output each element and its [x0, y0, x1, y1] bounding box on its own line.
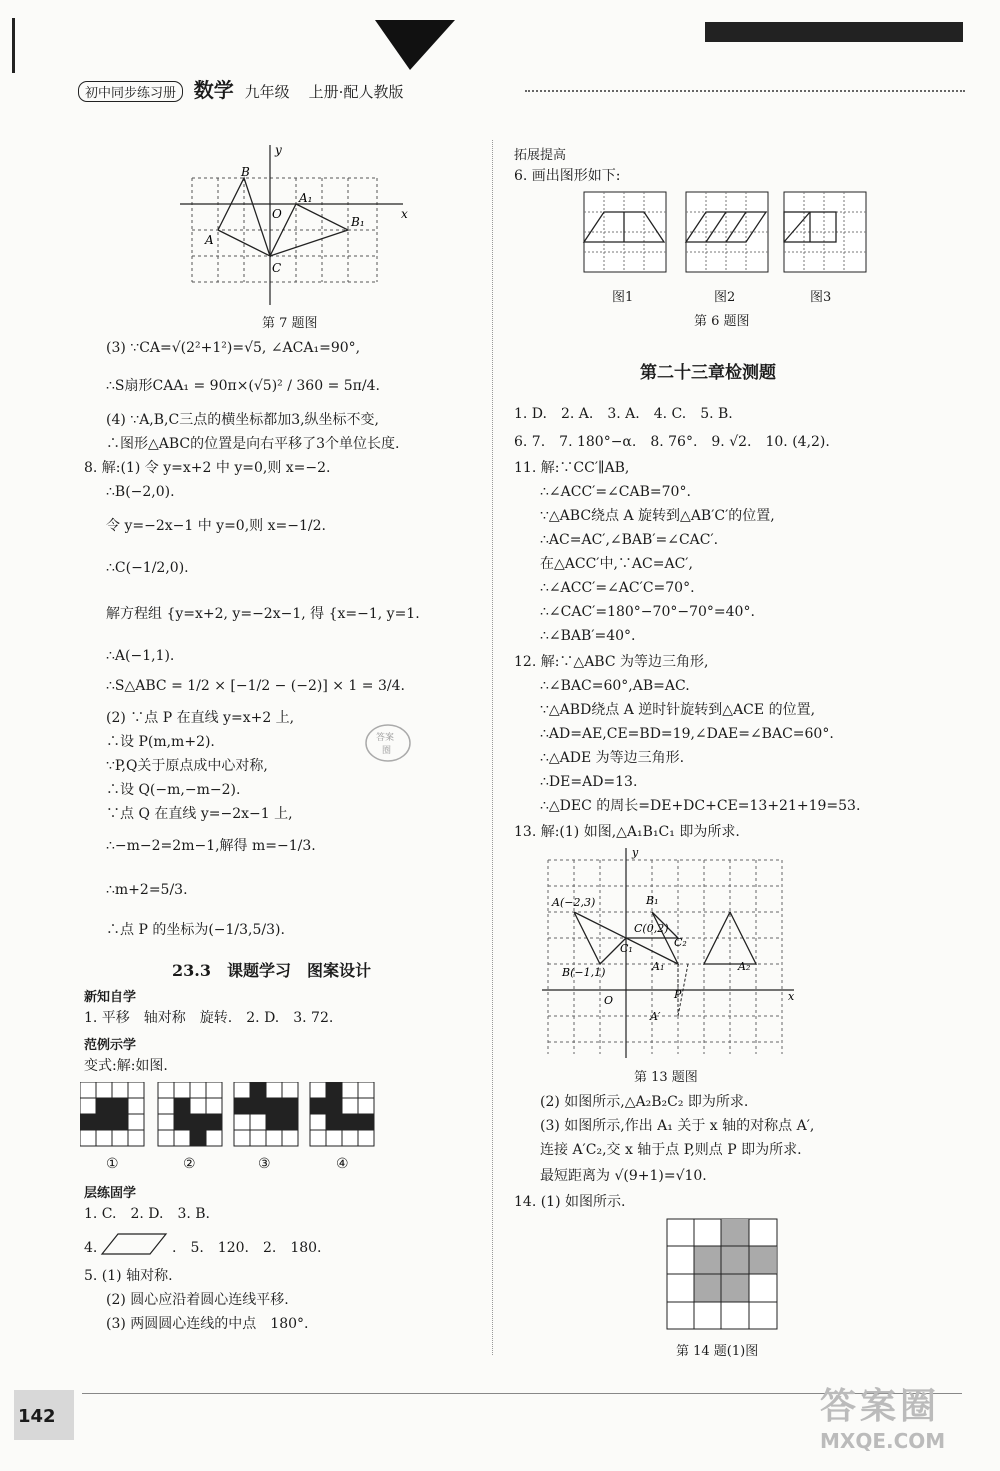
left-line-19: ∴点 P 的坐标为(−1/3,5/3).: [106, 922, 285, 938]
page-number: 142: [18, 1406, 56, 1427]
watermark-line-1: 答案圈: [820, 1386, 941, 1427]
fig6-grid-3: [784, 192, 866, 272]
fig13-caption: 第 13 题图: [634, 1070, 698, 1085]
right-line-3: 11. 解:∵CC′∥AB,: [514, 460, 630, 476]
left-line-10: ∴A(−1,1).: [106, 648, 175, 664]
right-line-9: ∴∠CAC′=180°−70°−70°=40°.: [540, 604, 755, 620]
left-line-13: ∴设 P(m,m+2).: [106, 734, 215, 750]
s3-line-4: (2) 圆心应沿着圆心连线平移.: [106, 1292, 289, 1308]
scan-mark-left: [12, 18, 15, 73]
fig13-point-P: P: [674, 988, 682, 1001]
fig13-point-A: A(−2,3): [552, 896, 596, 909]
left-line-2: ∴S扇形CAA₁ = 90π×(√5)² / 360 = 5π/4.: [106, 378, 380, 394]
subsection-extension: 拓展提高: [514, 148, 567, 163]
figure-7: [175, 140, 425, 310]
s3-line-2b: . 5. 120. 2. 180.: [172, 1240, 322, 1256]
pattern-1: [80, 1082, 144, 1146]
fig6-label-2: 图2: [714, 290, 736, 305]
fig6-label-1: 图1: [612, 290, 634, 305]
book-title: 初中同步练习册: [78, 81, 183, 102]
left-line-11: ∴S△ABC = 1/2 × [−1/2 − (−2)] × 1 = 3/4.: [106, 678, 405, 694]
left-line-17: ∴−m−2=2m−1,解得 m=−1/3.: [106, 838, 316, 854]
left-line-6: ∴B(−2,0).: [106, 484, 175, 500]
fig13-point-C: C(0,2): [634, 922, 669, 935]
fig7-y-label: y: [275, 143, 282, 157]
chapter-test-title: 第二十三章检测题: [640, 363, 776, 383]
fig7-point-A: A: [205, 233, 214, 247]
left-line-5: 8. 解:(1) 令 y=x+2 中 y=0,则 x=−2.: [84, 460, 331, 476]
left-line-15: ∴设 Q(−m,−m−2).: [106, 782, 241, 798]
left-line-1: (3) ∵CA=√(2²+1²)=√5, ∠ACA₁=90°,: [106, 340, 361, 356]
fig13-point-A-prime: A′: [650, 1010, 661, 1023]
subsection-new-knowledge: 新知自学: [84, 990, 137, 1005]
left-line-16: ∵点 Q 在直线 y=−2x−1 上,: [106, 806, 293, 822]
right-line-15: ∴△ADE 为等边三角形.: [540, 750, 685, 766]
right-line-13: ∵△ABD绕点 A 逆时针旋转到△ACE 的位置,: [540, 702, 816, 718]
watermark: [820, 1378, 945, 1453]
left-line-12: (2) ∵点 P 在直线 y=x+2 上,: [106, 710, 295, 726]
pattern-2: [158, 1082, 222, 1146]
fig13-point-O: O: [604, 994, 614, 1007]
watermark-line-2: MXQE.COM: [820, 1429, 946, 1453]
right-line-1: 1. D. 2. A. 3. A. 4. C. 5. B.: [514, 406, 733, 422]
right-line-2: 6. 7. 7. 180°−α. 8. 76°. 9. √2. 10. (4,2).: [514, 434, 830, 450]
right-line-21: 连接 A′C₂,交 x 轴于点 P,则点 P 即为所求.: [540, 1142, 802, 1158]
s3-line-1: 1. C. 2. D. 3. B.: [84, 1206, 210, 1222]
pattern-3: [234, 1082, 298, 1146]
right-line-22: 最短距离为 √(9+1)=√10.: [540, 1168, 707, 1184]
s3-line-5: (3) 两圆圆心连线的中点 180°.: [106, 1316, 309, 1332]
left-line-7: 令 y=−2x−1 中 y=0,则 x=−1/2.: [106, 518, 326, 534]
pattern-label-4: ④: [336, 1156, 349, 1172]
fig7-point-A1: A₁: [299, 191, 313, 205]
fig6-caption: 第 6 题图: [694, 314, 750, 329]
figure-6: [582, 190, 872, 278]
subsection-examples: 范例示学: [84, 1038, 137, 1053]
right-line-10: ∴∠BAB′=40°.: [540, 628, 636, 644]
stamp-line-2: 圈: [382, 746, 392, 756]
fig7-caption: 第 7 题图: [262, 316, 318, 331]
answer-stamp: [362, 720, 414, 766]
right-line-16: ∴DE=AD=13.: [540, 774, 638, 790]
ext-line: 6. 画出图形如下:: [514, 168, 621, 184]
page-number-box: [14, 1390, 74, 1440]
fig13-point-A2: A₂: [738, 960, 751, 973]
fig13-point-C1: C₁: [620, 942, 633, 955]
left-line-3: (4) ∵A,B,C三点的横坐标都加3,纵坐标不变,: [106, 412, 380, 428]
right-line-4: ∴∠ACC′=∠CAB=70°.: [540, 484, 691, 500]
figure-13: [538, 846, 802, 1060]
fig13-point-C2: C₂: [674, 936, 687, 949]
pattern-4: [310, 1082, 374, 1146]
s3-line-3: 5. (1) 轴对称.: [84, 1268, 173, 1284]
fig7-point-B1: B₁: [351, 215, 365, 229]
right-line-18: 13. 解:(1) 如图,△A₁B₁C₁ 即为所求.: [514, 824, 740, 840]
stamp-line-1: 答案: [376, 733, 395, 743]
subsection-practice: 层练固学: [84, 1186, 137, 1201]
figure-14: [666, 1218, 780, 1332]
grade-label: 九年级: [244, 83, 290, 101]
scan-mark-bar: [705, 22, 963, 42]
fig13-y-label: y: [632, 846, 639, 859]
left-line-8: ∴C(−1/2,0).: [106, 560, 189, 576]
s3-line-2a: 4.: [84, 1240, 98, 1256]
fig13-point-B1: B₁: [646, 894, 659, 907]
column-divider: [492, 140, 493, 1355]
scan-mark-triangle: [370, 20, 460, 75]
subject-title: 数学: [193, 78, 234, 102]
pattern-label-2: ②: [183, 1156, 196, 1172]
fig14-caption: 第 14 题(1)图: [676, 1344, 759, 1359]
right-line-8: ∴∠ACC′=∠AC′C=70°.: [540, 580, 695, 596]
right-line-14: ∴AD=AE,CE=BD=19,∠DAE=∠BAC=60°.: [540, 726, 834, 742]
fig7-point-C: C: [272, 261, 282, 275]
fig6-label-3: 图3: [810, 290, 832, 305]
right-line-20: (3) 如图所示,作出 A₁ 关于 x 轴的对称点 A′,: [540, 1118, 815, 1134]
fig7-point-O: O: [272, 207, 282, 221]
fig6-grid-1: [584, 192, 666, 272]
fig6-grid-2: [686, 192, 768, 272]
pattern-grids: [80, 1082, 380, 1152]
left-line-4: ∴图形△ABC的位置是向右平移了3个单位长度.: [106, 436, 400, 452]
section-title-23-3: 23.3 课题学习 图案设计: [172, 961, 371, 980]
left-line-14: ∵P,Q关于原点成中心对称,: [106, 758, 268, 774]
pattern-label-3: ③: [258, 1156, 271, 1172]
fig13-point-A1: A₁: [652, 960, 665, 973]
right-line-23: 14. (1) 如图所示.: [514, 1194, 626, 1210]
edition-label: 上册·配人教版: [308, 83, 404, 101]
fig13-x-label: x: [788, 990, 795, 1003]
page-header: [78, 74, 403, 103]
pattern-label-1: ①: [106, 1156, 119, 1172]
right-line-19: (2) 如图所示,△A₂B₂C₂ 即为所求.: [540, 1094, 749, 1110]
right-line-7: 在△ACC′中,∵AC=AC′,: [540, 556, 693, 572]
right-line-6: ∴AC=AC′,∠BAB′=∠CAC′.: [540, 532, 719, 548]
s1-answers: 1. 平移 轴对称 旋转. 2. D. 3. 72.: [84, 1010, 334, 1026]
fig13-point-B: B(−1,1): [562, 966, 606, 979]
s2-answers: 变式:解:如图.: [84, 1058, 168, 1074]
fig7-x-label: x: [401, 207, 408, 221]
right-line-17: ∴△DEC 的周长=DE+DC+CE=13+21+19=53.: [540, 798, 861, 814]
header-dotted-rule: [525, 90, 965, 92]
left-line-18: ∴m+2=5/3.: [106, 882, 188, 898]
right-line-11: 12. 解:∵△ABC 为等边三角形,: [514, 654, 709, 670]
left-line-9: 解方程组 {y=x+2, y=−2x−1, 得 {x=−1, y=1.: [106, 606, 420, 622]
fig7-point-B: B: [241, 165, 250, 179]
right-line-5: ∵△ABC绕点 A 旋转到△AB′C′的位置,: [540, 508, 775, 524]
right-line-12: ∴∠BAC=60°,AB=AC.: [540, 678, 690, 694]
parallelogram-figure: [100, 1232, 170, 1258]
